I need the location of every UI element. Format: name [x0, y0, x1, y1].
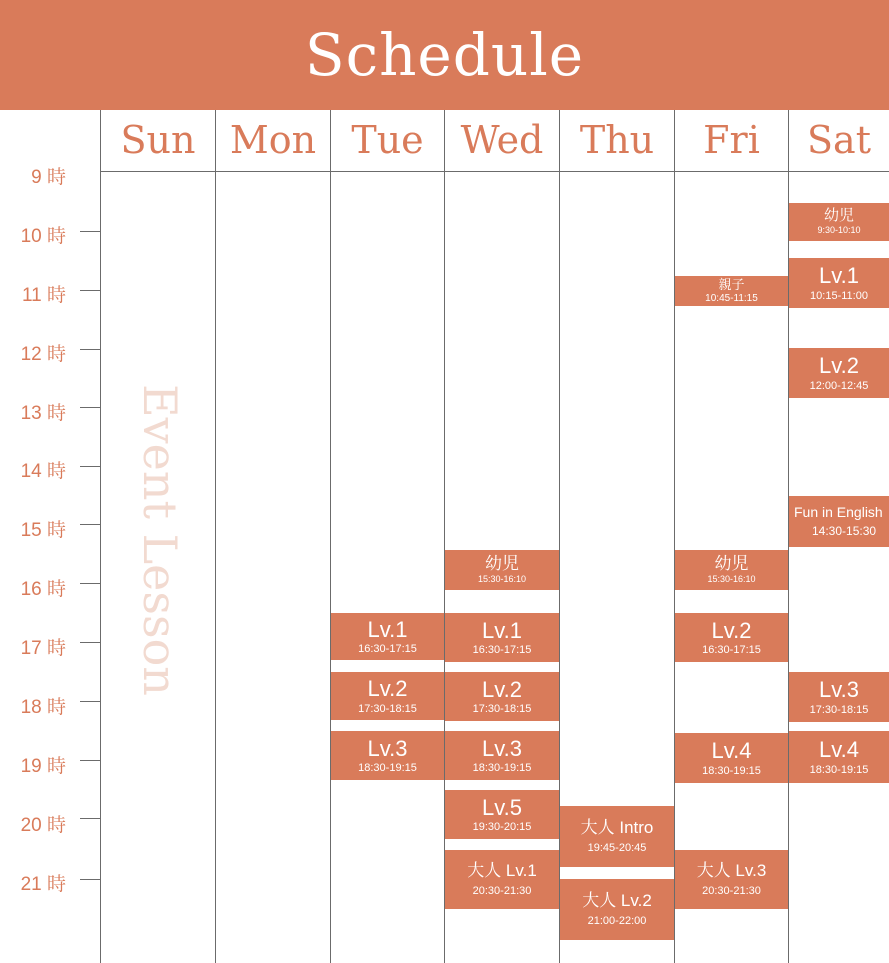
lesson-title: 大人 Intro	[580, 817, 654, 837]
hour-tick	[80, 583, 100, 584]
lesson-title: 大人 Lv.2	[582, 890, 652, 910]
lesson-block[interactable]	[445, 613, 559, 662]
lesson-time: 18:30-19:15	[358, 762, 417, 775]
hour-label: 19 時	[20, 756, 66, 777]
lesson-time: 10:15-11:00	[810, 289, 868, 302]
hour-label: 9 時	[31, 167, 66, 188]
hour-label: 16 時	[20, 579, 66, 600]
lesson-title: Lv.2	[819, 353, 859, 379]
column-divider	[674, 110, 675, 963]
lesson-block[interactable]	[675, 850, 788, 909]
lesson-title: Lv.4	[819, 737, 859, 763]
lesson-block[interactable]	[445, 550, 559, 590]
lesson-title: 大人 Lv.1	[467, 861, 537, 881]
day-label-wed: Wed	[460, 118, 544, 162]
hour-label: 15 時	[20, 520, 66, 541]
lesson-title: Lv.3	[482, 735, 522, 761]
lesson-block[interactable]	[789, 731, 889, 783]
day-label-sat: Sat	[807, 118, 871, 162]
column-divider	[215, 110, 216, 963]
hour-tick	[80, 524, 100, 525]
lesson-title: 幼児	[823, 207, 854, 225]
hour-tick	[80, 701, 100, 702]
lesson-title: 幼児	[485, 554, 519, 574]
sunday-event-lesson	[124, 350, 196, 730]
lesson-time: 10:45-11:15	[705, 293, 758, 305]
hour-label: 18 時	[20, 697, 66, 718]
lesson-block[interactable]	[789, 203, 889, 241]
hour-tick	[80, 349, 100, 350]
hour-label: 21 時	[20, 874, 66, 895]
lesson-title: Lv.3	[819, 677, 859, 703]
lesson-block[interactable]	[331, 731, 444, 780]
day-header-divider	[100, 171, 889, 172]
hour-tick	[80, 466, 100, 467]
hour-tick	[80, 818, 100, 819]
event-lesson-label: Event Lesson	[133, 384, 188, 696]
lesson-block[interactable]	[445, 790, 559, 839]
lesson-title: Lv.3	[367, 735, 408, 761]
lesson-time: 16:30-17:15	[472, 644, 532, 657]
lesson-block[interactable]	[445, 850, 559, 909]
lesson-time: 17:30-18:15	[358, 702, 417, 715]
hour-label: 17 時	[20, 638, 66, 659]
lesson-title: Lv.2	[711, 617, 752, 643]
column-divider	[100, 110, 101, 963]
day-label-fri: Fri	[703, 118, 760, 162]
lesson-title: Lv.4	[711, 738, 752, 764]
lesson-time: 21:00-22:00	[587, 915, 647, 928]
lesson-time: 19:45-20:45	[587, 842, 647, 855]
lesson-time: 16:30-17:15	[358, 643, 417, 656]
lesson-block[interactable]	[445, 672, 559, 721]
lesson-title: Lv.5	[482, 794, 522, 820]
lesson-time: 19:30-20:15	[472, 821, 532, 834]
lesson-block[interactable]	[675, 613, 788, 662]
lesson-block[interactable]	[789, 348, 889, 398]
lesson-time: 17:30-18:15	[472, 703, 532, 716]
lesson-title: Lv.2	[367, 676, 408, 702]
lesson-block[interactable]	[675, 550, 788, 590]
lesson-block[interactable]	[675, 276, 788, 306]
hour-label: 14 時	[20, 461, 66, 482]
lesson-title: 幼児	[714, 554, 749, 574]
lesson-time: 12:00-12:45	[809, 379, 869, 392]
hour-label: 12 時	[20, 344, 66, 365]
lesson-block[interactable]	[445, 731, 559, 780]
hour-tick	[80, 879, 100, 880]
lesson-time: 17:30-18:15	[809, 703, 869, 716]
lesson-title: Lv.1	[367, 616, 408, 642]
lesson-title: Lv.2	[482, 676, 522, 702]
day-label-mon: Mon	[229, 118, 317, 162]
lesson-block[interactable]	[560, 879, 674, 940]
lesson-title: Lv.1	[482, 617, 522, 643]
lesson-block[interactable]	[331, 672, 444, 720]
hour-tick	[80, 642, 100, 643]
lesson-block[interactable]	[675, 733, 788, 783]
page-title: Schedule	[304, 21, 585, 89]
lesson-title: Lv.1	[819, 263, 859, 289]
lesson-time: 9:30-10:10	[817, 224, 861, 235]
lesson-time: 20:30-21:30	[702, 884, 761, 897]
hour-tick	[80, 407, 100, 408]
lesson-title: 親子	[718, 276, 745, 292]
lesson-time: 18:30-19:15	[809, 763, 869, 776]
lesson-title: Fun in English	[794, 504, 883, 521]
hour-label: 10 時	[20, 226, 66, 247]
day-label-sun: Sun	[120, 118, 196, 162]
day-label-thu: Thu	[579, 118, 655, 162]
hour-label: 20 時	[20, 815, 66, 836]
lesson-time: 18:30-19:15	[702, 764, 761, 777]
lesson-time: 15:30-16:10	[477, 573, 527, 584]
hour-tick	[80, 760, 100, 761]
lesson-block[interactable]	[560, 806, 674, 867]
lesson-time: 14:30-15:30	[812, 523, 877, 538]
lesson-time: 18:30-19:15	[472, 762, 532, 775]
hour-tick	[80, 290, 100, 291]
lesson-time: 16:30-17:15	[702, 644, 761, 657]
lesson-time: 15:30-16:10	[707, 573, 756, 584]
lesson-block[interactable]	[789, 258, 889, 308]
lesson-block[interactable]	[789, 672, 889, 722]
column-divider	[330, 110, 331, 963]
hour-label: 13 時	[20, 403, 66, 424]
hour-tick	[80, 231, 100, 232]
day-label-tue: Tue	[351, 118, 424, 162]
hour-label: 11 時	[21, 285, 66, 306]
lesson-block[interactable]	[789, 496, 889, 547]
lesson-block[interactable]	[331, 613, 444, 660]
lesson-title: 大人 Lv.3	[696, 861, 767, 881]
lesson-time: 20:30-21:30	[472, 884, 532, 897]
